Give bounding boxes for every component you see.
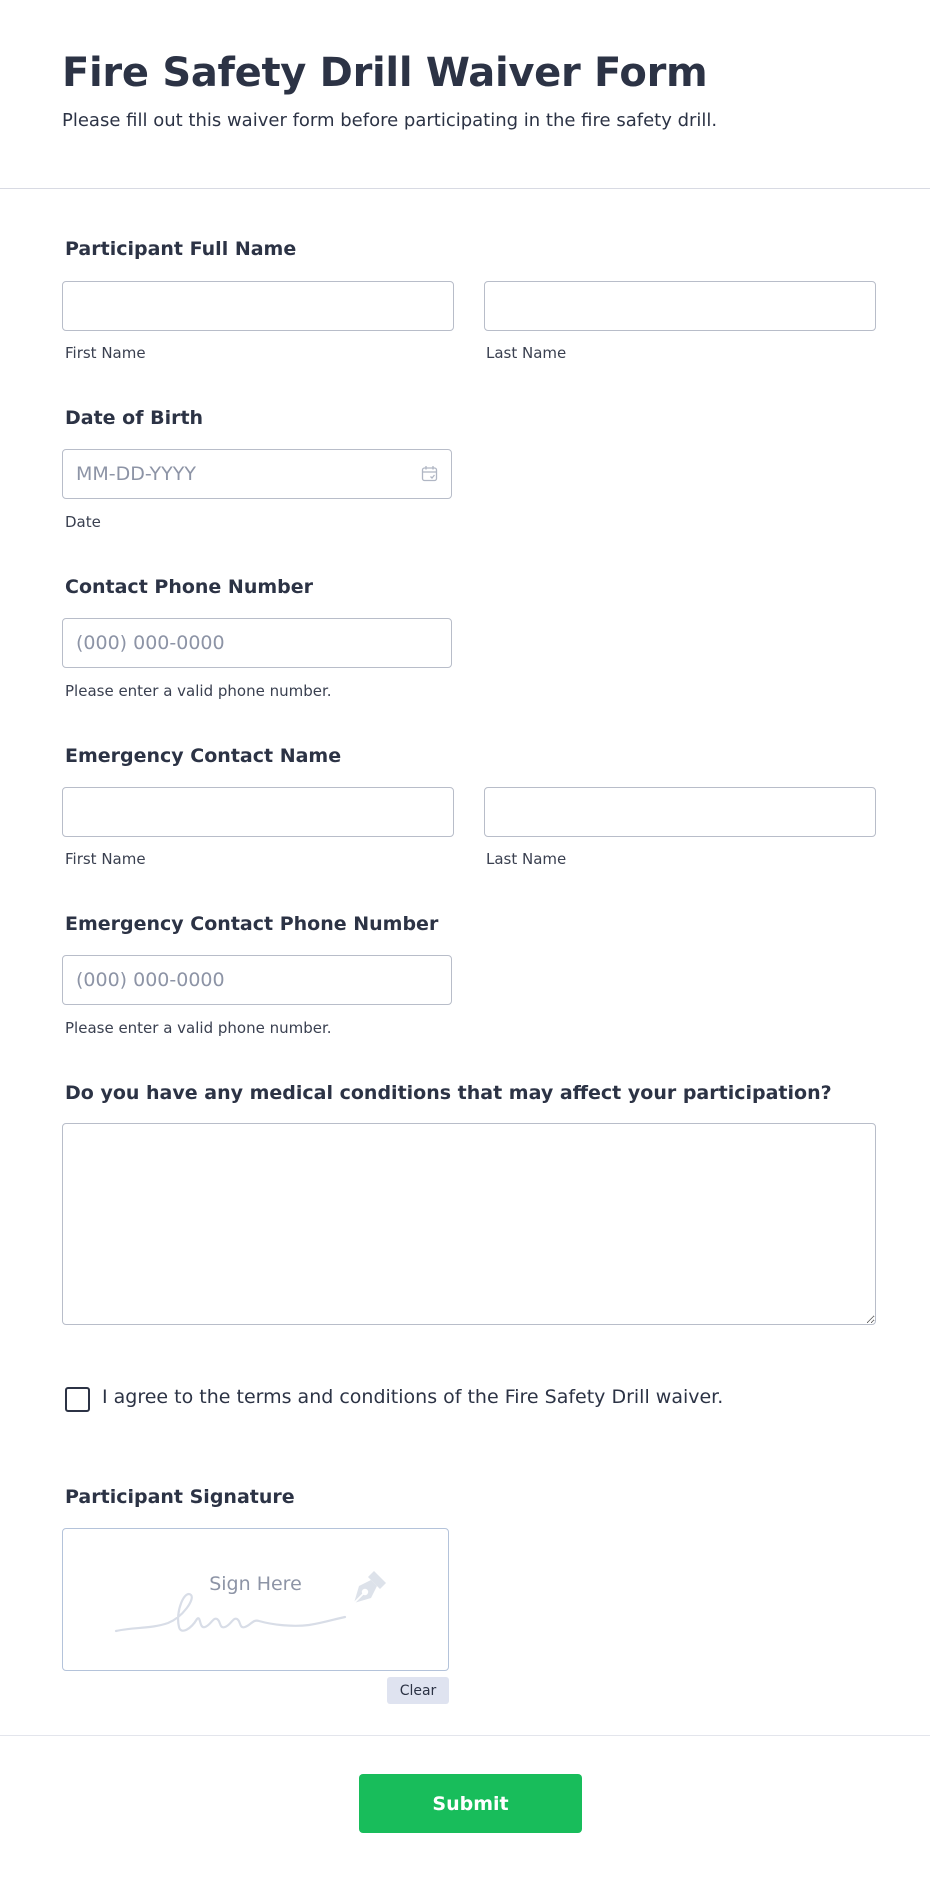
participant-name-label: Participant Full Name [65,238,297,260]
medical-textarea[interactable] [62,1123,876,1325]
emergency-phone-sublabel: Please enter a valid phone number. [65,1019,332,1037]
signature-clear-button[interactable]: Clear [387,1677,449,1704]
emergency-name-label: Emergency Contact Name [65,745,342,767]
dob-input[interactable] [62,449,452,499]
emergency-phone-input[interactable] [62,955,452,1005]
form-header [0,0,930,189]
emergency-first-name-sublabel: First Name [65,850,146,868]
contact-phone-label: Contact Phone Number [65,576,314,598]
signature-pad[interactable] [62,1528,449,1671]
form-subtitle: Please fill out this waiver form before participating in the fire safety drill. [62,110,718,131]
footer-divider [0,1735,930,1736]
form-title: Fire Safety Drill Waiver Form [62,50,708,96]
participant-last-name-input[interactable] [484,281,876,331]
dob-sublabel: Date [65,513,101,531]
contact-phone-input[interactable] [62,618,452,668]
agreement-checkbox[interactable] [65,1387,90,1412]
emergency-last-name-input[interactable] [484,787,876,837]
emergency-phone-label: Emergency Contact Phone Number [65,913,439,935]
signature-label: Participant Signature [65,1486,295,1508]
participant-first-name-sublabel: First Name [65,344,146,362]
dob-label: Date of Birth [65,407,204,429]
dob-field [62,449,452,499]
participant-first-name-input[interactable] [62,281,454,331]
emergency-last-name-sublabel: Last Name [486,850,567,868]
participant-last-name-sublabel: Last Name [486,344,567,362]
emergency-first-name-input[interactable] [62,787,454,837]
medical-label: Do you have any medical conditions that may affect your participation? [65,1082,832,1104]
agreement-label[interactable]: I agree to the terms and conditions of the Fire Safety Drill waiver. [102,1386,724,1408]
contact-phone-sublabel: Please enter a valid phone number. [65,682,332,700]
calendar-icon[interactable] [421,465,438,482]
submit-button[interactable]: Submit [359,1774,582,1833]
signature-placeholder: Sign Here [209,1573,302,1595]
